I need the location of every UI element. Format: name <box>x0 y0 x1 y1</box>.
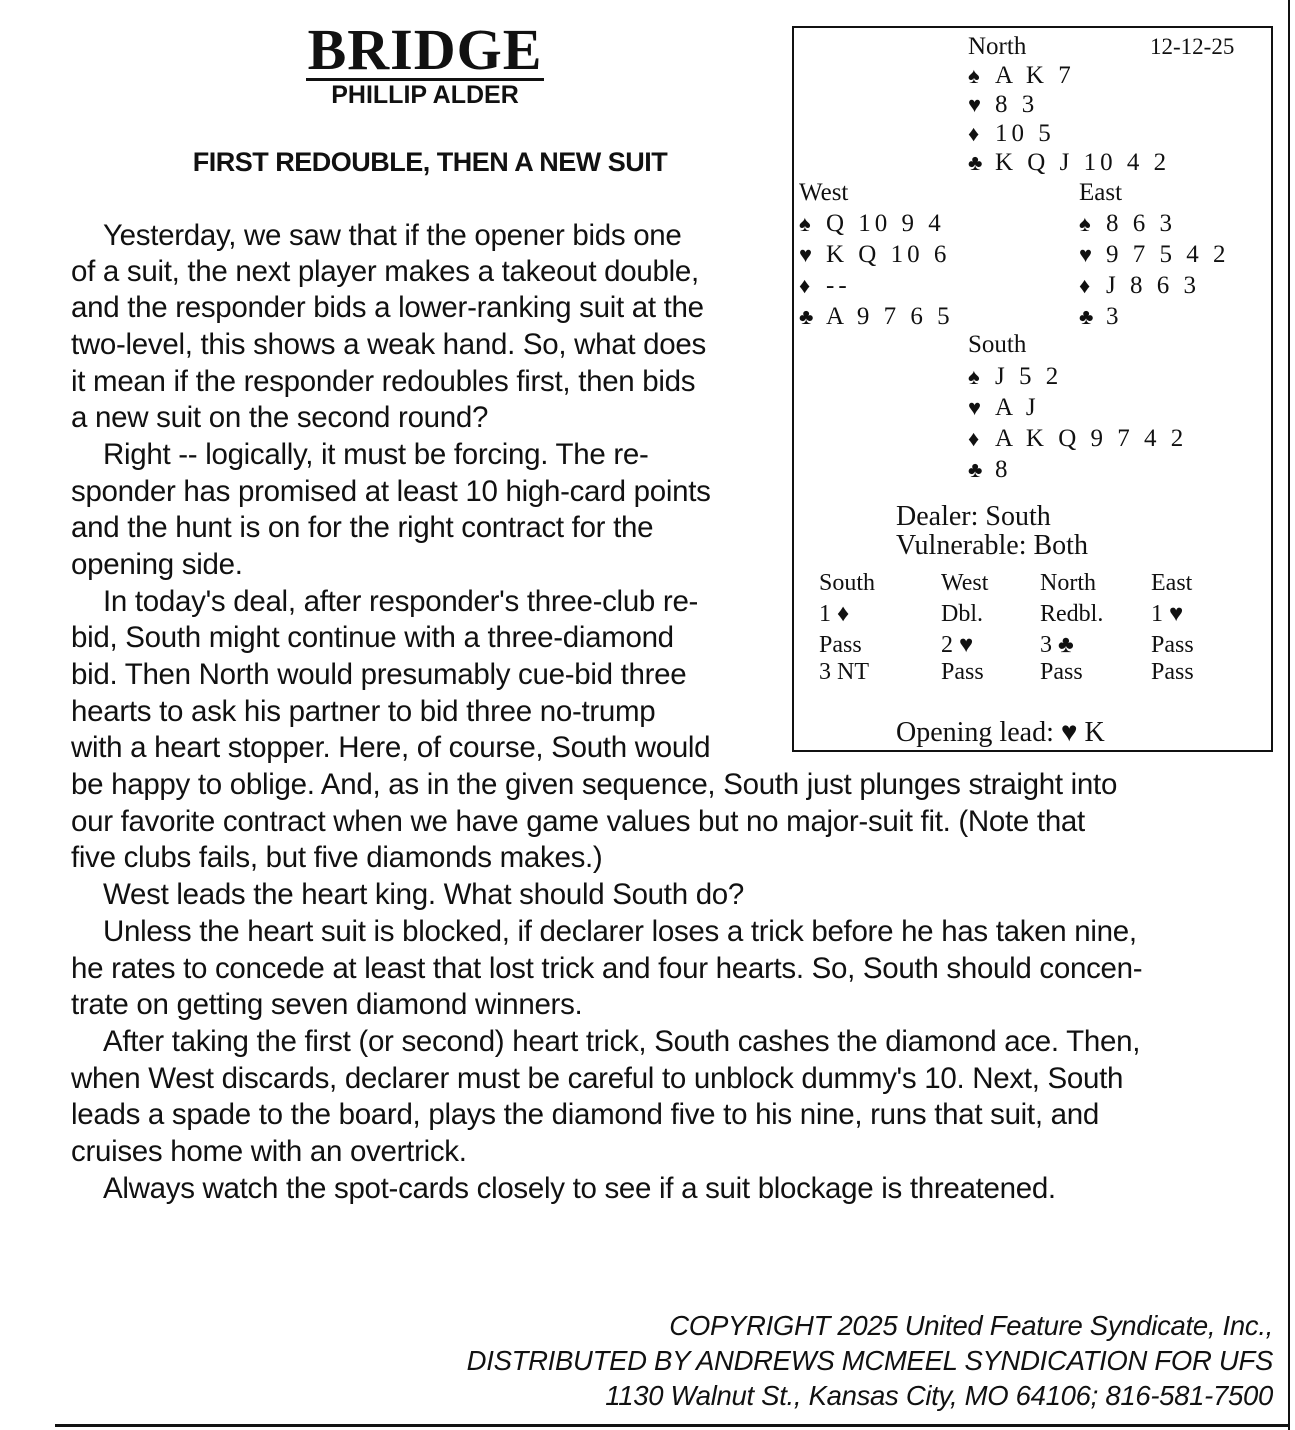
article-line: when West discards, declarer must be careful to unblock dummy's 10. Next, South <box>71 1062 1124 1095</box>
heart-icon: ♥ <box>968 92 982 117</box>
opening-lead: Opening lead: ♥ K <box>896 717 1105 748</box>
right-border-rule <box>1288 0 1290 1430</box>
article-headline: FIRST REDOUBLE, THEN A NEW SUIT <box>192 147 668 177</box>
article-line: it mean if the responder redoubles first, then bids <box>71 365 696 398</box>
article-line: and the responder bids a lower-ranking suit at the <box>71 291 704 324</box>
copyright-line: COPYRIGHT 2025 United Feature Syndicate, Inc., <box>669 1310 1273 1341</box>
article-line: trate on getting seven diamond winners. <box>71 988 583 1021</box>
heart-icon: ♥ <box>799 242 813 267</box>
heart-icon: ♥ <box>968 395 982 420</box>
article-line: Always watch the spot-cards closely to see if a suit blockage is threatened. <box>103 1172 1056 1205</box>
auction-bid: 1 ♦ <box>819 601 850 627</box>
auction-bid: Pass <box>819 632 862 658</box>
east-hearts: ♥ 9 7 5 4 2 <box>1079 241 1230 268</box>
copyright-notice <box>467 1308 1273 1413</box>
masthead-byline: PHILLIP ALDER <box>331 81 519 109</box>
club-icon: ♣ <box>968 457 983 482</box>
article-line: Unless the heart suit is blocked, if declarer loses a trick before he has taken nine, <box>103 915 1137 948</box>
spade-icon: ♠ <box>799 211 811 236</box>
club-icon: ♣ <box>799 304 814 329</box>
north-diamonds: ♦ 10 5 <box>968 120 1055 147</box>
column-masthead <box>305 17 545 109</box>
article-line: he rates to concede at least that lost trick and four hearts. So, South should concen- <box>71 952 1143 985</box>
heart-icon: ♥ <box>1079 242 1093 267</box>
south-hearts: ♥ A J <box>968 394 1040 421</box>
article-line: leads a spade to the board, plays the diamond five to his nine, runs that suit, and <box>71 1098 1099 1131</box>
north-hearts: ♥ 8 3 <box>968 91 1039 118</box>
article-line: be happy to oblige. And, as in the given sequence, South just plunges straight into <box>71 768 1118 801</box>
article-line: our favorite contract when we have game values but no major-suit fit. (Note that <box>71 805 1085 838</box>
auction-bid: 3 NT <box>819 659 869 685</box>
article-line: In today's deal, after responder's three-club re- <box>103 585 699 618</box>
west-spades: ♠ Q 10 9 4 <box>799 210 945 237</box>
auction-header-west: West <box>941 570 989 596</box>
article-line: Right -- logically, it must be forcing. The re- <box>103 438 649 471</box>
auction-header-south: South <box>819 570 876 596</box>
south-clubs: ♣ 8 <box>968 456 1012 483</box>
auction-bid: Pass <box>1151 659 1194 685</box>
north-spades: ♠ A K 7 <box>968 62 1075 89</box>
article-line: five clubs fails, but five diamonds makes.) <box>71 841 603 874</box>
masthead-title: BRIDGE <box>307 17 543 82</box>
auction-bid: Pass <box>941 659 984 685</box>
article-line: cruises home with an overtrick. <box>71 1135 467 1168</box>
article-line: Yesterday, we saw that if the opener bids one <box>103 219 682 252</box>
east-diamonds: ♦ J 8 6 3 <box>1079 272 1200 299</box>
auction-header-east: East <box>1151 570 1193 596</box>
distribution-line: DISTRIBUTED BY ANDREWS MCMEEL SYNDICATION FOR UFS <box>466 1345 1273 1376</box>
article-line: sponder has promised at least 10 high-card points <box>71 475 711 508</box>
south-diamonds: ♦ A K Q 9 7 4 2 <box>968 425 1188 452</box>
diamond-icon: ♦ <box>1079 273 1091 298</box>
north-clubs: ♣ K Q J 10 4 2 <box>968 149 1171 176</box>
auction-bid: Redbl. <box>1040 601 1104 627</box>
south-label: South <box>968 331 1027 358</box>
auction-bid: Pass <box>1151 632 1194 658</box>
dealer-info: Dealer: South <box>896 501 1051 532</box>
article-line: After taking the first (or second) heart trick, South cashes the diamond ace. Then, <box>103 1025 1141 1058</box>
vulnerability-info: Vulnerable: Both <box>896 530 1088 561</box>
article-line: with a heart stopper. Here, of course, South would <box>71 731 711 764</box>
address-line: 1130 Walnut St., Kansas City, MO 64106; 816-581-7500 <box>605 1380 1273 1411</box>
auction-bid: 1 ♥ <box>1151 601 1184 627</box>
spade-icon: ♠ <box>968 63 980 88</box>
club-icon: ♣ <box>968 150 983 175</box>
article-line: West leads the heart king. What should South do? <box>103 878 745 911</box>
article-line: hearts to ask his partner to bid three no-trump <box>71 695 656 728</box>
south-spades: ♠ J 5 2 <box>968 363 1063 390</box>
bottom-border-rule <box>55 1424 1288 1427</box>
diamond-icon: ♦ <box>968 426 980 451</box>
auction-bid: 2 ♥ <box>941 632 974 658</box>
spade-icon: ♠ <box>968 364 980 389</box>
diamond-icon: ♦ <box>968 121 980 146</box>
auction-bid: Dbl. <box>941 601 983 627</box>
article-line: bid, South might continue with a three-diamond <box>71 621 674 654</box>
club-icon: ♣ <box>1079 304 1094 329</box>
article-line: a new suit on the second round? <box>71 401 489 434</box>
east-label: East <box>1079 179 1123 206</box>
bridge-deal-diagram <box>792 26 1273 752</box>
article-line: and the hunt is on for the right contract for the <box>71 511 654 544</box>
article-line: bid. Then North would presumably cue-bid three <box>71 658 687 691</box>
west-diamonds: ♦ -- <box>799 272 851 299</box>
west-clubs: ♣ A 9 7 6 5 <box>799 303 954 330</box>
auction-header-north: North <box>1040 570 1096 596</box>
spade-icon: ♠ <box>1079 211 1091 236</box>
east-spades: ♠ 8 6 3 <box>1079 210 1176 237</box>
article-line: two-level, this shows a weak hand. So, what does <box>71 328 706 361</box>
east-clubs: ♣ 3 <box>1079 303 1123 330</box>
auction-bid: 3 ♣ <box>1040 632 1074 658</box>
north-label: North <box>968 33 1027 60</box>
auction-bid: Pass <box>1040 659 1083 685</box>
article-line: opening side. <box>71 548 243 581</box>
article-line: of a suit, the next player makes a takeout double, <box>71 255 699 288</box>
diamond-icon: ♦ <box>799 273 811 298</box>
west-label: West <box>799 179 849 206</box>
column-date: 12-12-25 <box>1150 34 1235 59</box>
west-hearts: ♥ K Q 10 6 <box>799 241 951 268</box>
